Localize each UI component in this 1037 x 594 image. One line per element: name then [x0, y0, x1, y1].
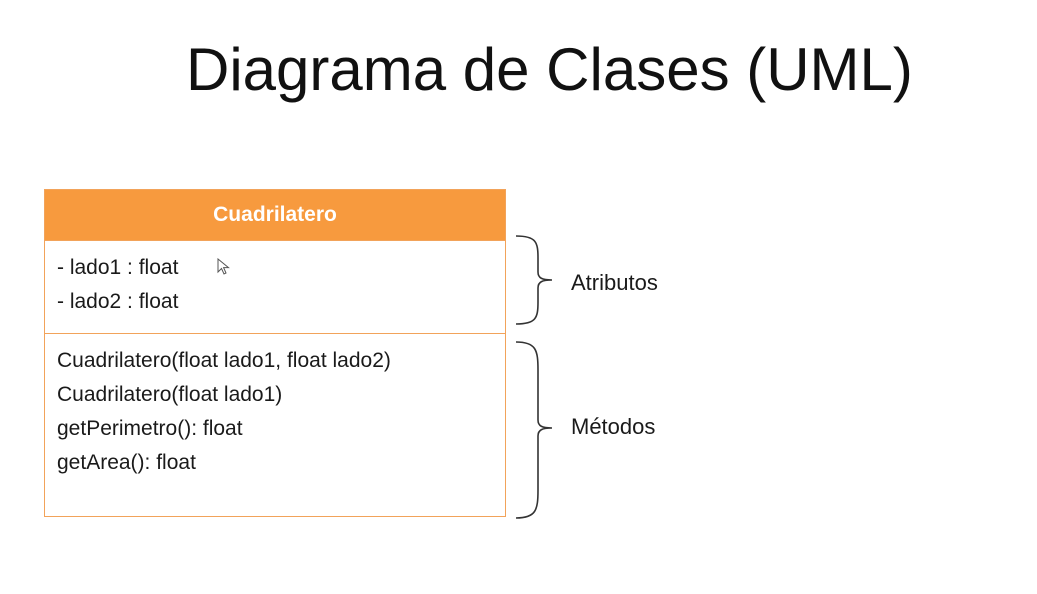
method-row: Cuadrilatero(float lado1) — [57, 383, 283, 406]
attribute-row: - lado1 : float — [57, 256, 179, 279]
methods-brace-icon — [514, 340, 560, 520]
attributes-brace-icon — [514, 234, 560, 326]
method-row: getArea(): float — [57, 451, 196, 474]
methods-label: Métodos — [571, 414, 656, 439]
attributes-label: Atributos — [571, 270, 658, 295]
uml-class-box — [44, 189, 506, 517]
page-title: Diagrama de Clases (UML) — [186, 36, 913, 103]
attribute-row: - lado2 : float — [57, 290, 179, 313]
method-row: Cuadrilatero(float lado1, float lado2) — [57, 349, 391, 372]
methods-section — [45, 334, 505, 480]
mouse-cursor-icon — [217, 258, 231, 276]
method-row: getPerimetro(): float — [57, 417, 243, 440]
attributes-section — [45, 241, 505, 334]
class-name-header: Cuadrilatero — [45, 190, 505, 241]
